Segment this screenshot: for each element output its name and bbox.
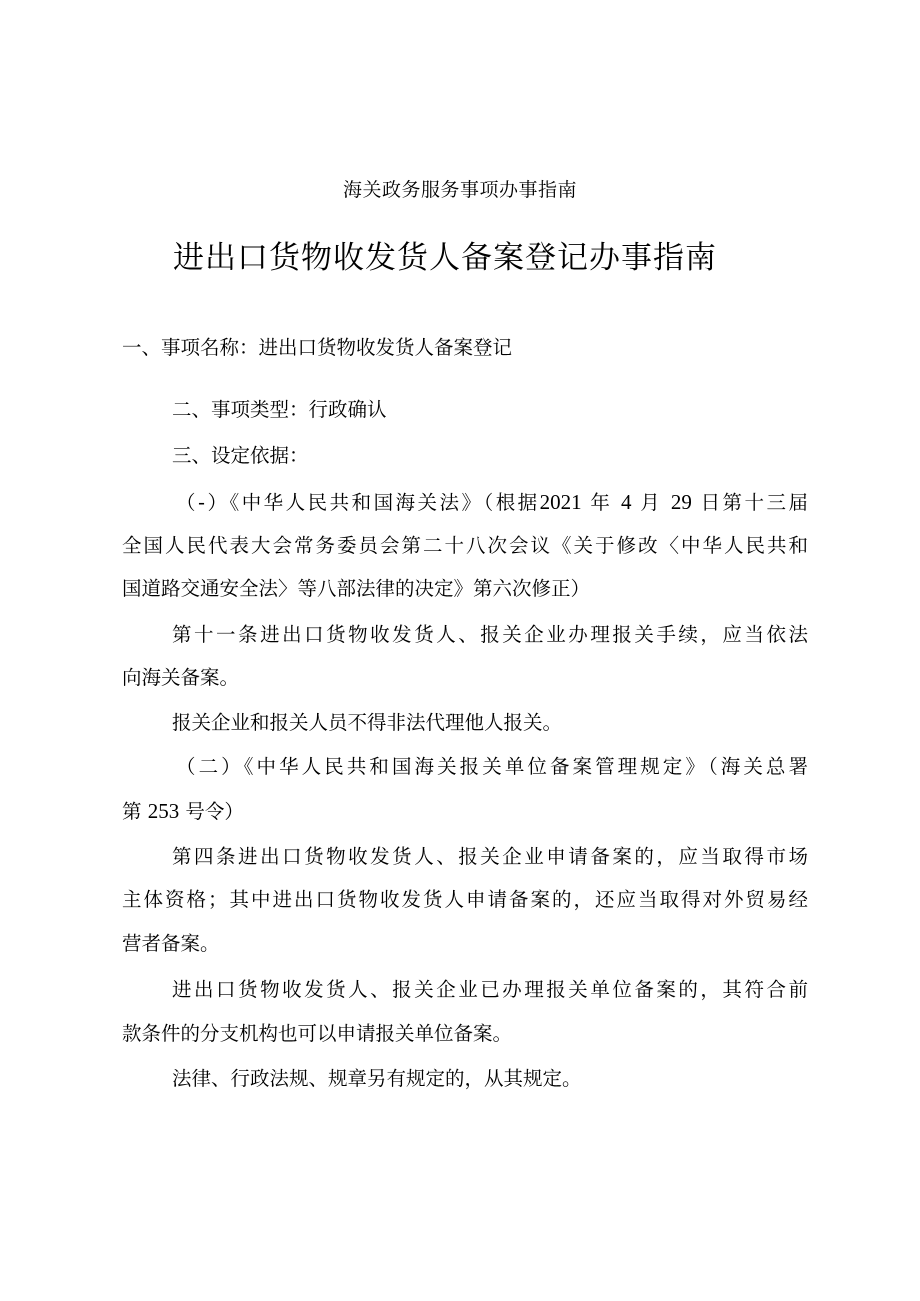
amendment-month: 4 — [621, 490, 632, 514]
item-type-line: 二、事项类型：行政确认 — [172, 398, 387, 421]
amendment-day: 29 — [670, 490, 692, 514]
article-4-line-2: 主体资格；其中进出口货物收发货人申请备案的，还应当取得对外贸易经 — [122, 888, 808, 911]
order-number: 253 — [147, 799, 180, 823]
basis-1-line-2: 全国人民代表大会常务委员会第二十八次会议《关于修改〈中华人民共和 — [122, 534, 808, 557]
month-char: 月 — [640, 491, 663, 514]
basis-2-line-1: （二）《中华人民共和国海关报关单位备案管理规定》（海关总署 — [176, 755, 808, 778]
article-4-para-3: 法律、行政法规、规章另有规定的，从其规定。 — [172, 1067, 582, 1090]
year-char: 年 — [590, 491, 613, 514]
order-prefix: 第 — [122, 800, 142, 823]
document-subtitle: 海关政务服务事项办事指南 — [342, 179, 577, 201]
amendment-year: 2021 — [539, 490, 582, 514]
article-4-line-1: 第四条进出口货物收发货人、报关企业申请备案的，应当取得市场 — [172, 845, 808, 868]
day-session-text: 日第十三届 — [700, 491, 808, 514]
document-title: 进出口货物收发货人备案登记办事指南 — [173, 240, 717, 276]
article-11-para-2: 报关企业和报关人员不得非法代理他人报关。 — [172, 711, 563, 734]
item-name-line: 一、事项名称：进出口货物收发货人备案登记 — [122, 336, 513, 359]
article-11-line-1: 第十一条进出口货物收发货人、报关企业办理报关手续，应当依法 — [172, 623, 808, 646]
article-11-line-2: 向海关备案。 — [122, 666, 240, 689]
basis-1-line-1 — [176, 487, 808, 518]
order-suffix: 号令） — [185, 800, 244, 823]
basis-2-line-2 — [122, 796, 244, 827]
article-4-line-3: 营者备案。 — [122, 932, 220, 955]
article-4-para-2-line-2: 款条件的分支机构也可以申请报关单位备案。 — [122, 1022, 513, 1045]
basis-1-line-3: 国道路交通安全法〉等八部法律的决定》第六次修正） — [122, 577, 591, 600]
basis-1-citation: （-）《中华人民共和国海关法》（根据 — [176, 491, 540, 514]
article-4-para-2-line-1: 进出口货物收发货人、报关企业已办理报关单位备案的，其符合前 — [172, 978, 808, 1001]
basis-heading: 三、设定依据： — [172, 444, 309, 467]
